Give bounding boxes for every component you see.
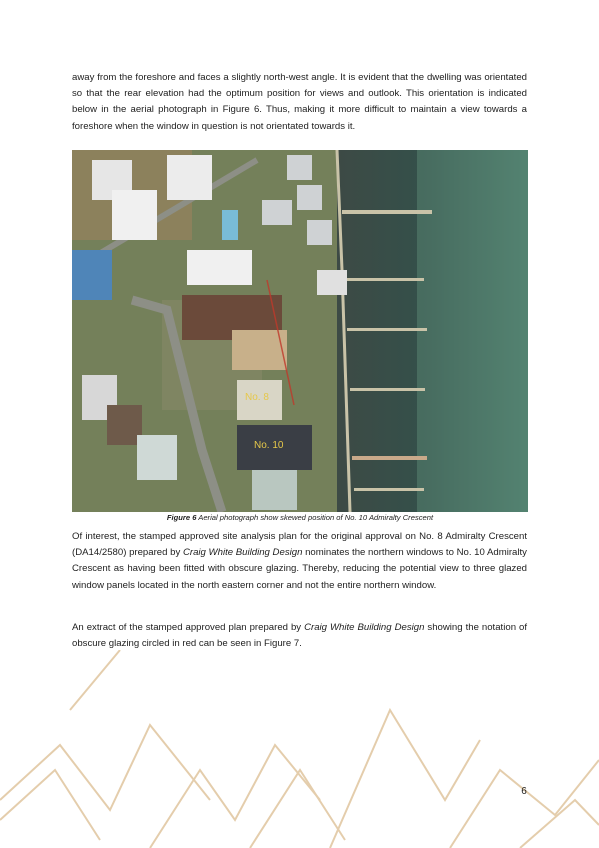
paragraph-3-designer: Craig White Building Design bbox=[304, 622, 425, 633]
lot-label-no-10: No. 10 bbox=[254, 440, 284, 451]
paragraph-3-text-b: showing the notation of obscure glazing circled in red can be seen in Figure 7. bbox=[72, 622, 527, 650]
paragraph-3-text-a: An extract of the stamped approved plan prepared by bbox=[72, 622, 305, 633]
figure-label: Figure 6 bbox=[166, 513, 197, 522]
lot-label-no-8: No. 8 bbox=[245, 392, 269, 403]
paragraph-2-text-a: Of interest, the stamped approved site analysis plan for the original approval on No. 8 Admiralty Crescent (DA14/2580) prepared by bbox=[72, 531, 527, 559]
body-paragraph-3 bbox=[72, 620, 527, 652]
paragraph-2-text-b: nominates the northern windows to No. 10 Admiralty Crescent as having been fitted with obscure glazing. Thereby, reducing the potential view to three glazed window panels located in the north eastern corner and not the entire northern window. bbox=[72, 547, 527, 591]
decorative-zigzag-lines bbox=[0, 650, 599, 848]
figure-caption-text: Aerial photograph show skewed position of No. 10 Admiralty Crescent bbox=[196, 513, 434, 522]
body-paragraph-2 bbox=[72, 529, 527, 594]
figure-caption bbox=[72, 513, 528, 522]
body-paragraph-1: away from the foreshore and faces a slightly north-west angle. It is evident that the dwelling was orientated so that the rear elevation had the optimum position for views and outlook. This orientation is indicated below in the aerial photograph in Figure 6. Thus, making it more difficult to maintain a view towards a foreshore when the window in question is not orientated towards it. bbox=[72, 72, 527, 132]
aerial-photo-drawing bbox=[72, 150, 528, 512]
paragraph-2-designer: Craig White Building Design bbox=[182, 547, 303, 559]
page-number: 6 bbox=[521, 786, 527, 797]
aerial-photograph bbox=[72, 150, 528, 512]
